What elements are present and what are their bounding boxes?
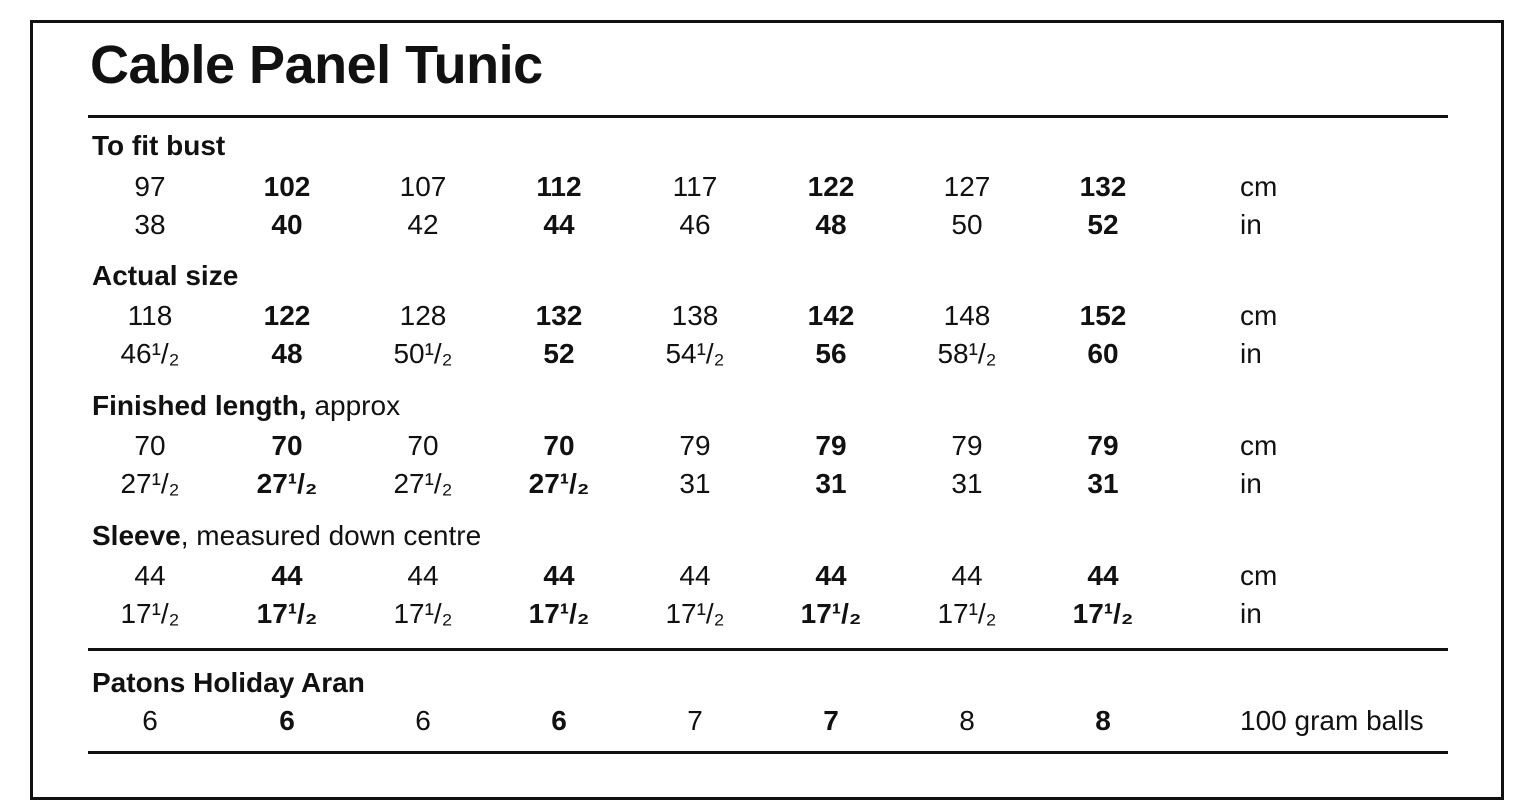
unit-label: in — [1240, 598, 1262, 629]
unit-label: in — [1240, 338, 1262, 369]
yarn-quantity-row — [0, 707, 1514, 741]
unit-label: cm — [1240, 560, 1278, 591]
size-value: 97 — [134, 171, 166, 202]
yarn-value: 6 — [415, 705, 431, 736]
section-heading-rest: , measured down centre — [180, 520, 482, 551]
size-value: 46 — [679, 209, 711, 240]
size-value: 27¹/₂ — [256, 468, 318, 499]
size-value: 17¹/₂ — [528, 598, 590, 629]
size-value: 118 — [127, 300, 173, 331]
size-row-in — [0, 211, 1514, 245]
yarn-value: 7 — [687, 705, 703, 736]
size-value: 27¹/₂ — [528, 468, 590, 499]
page-title: Cable Panel Tunic — [90, 35, 543, 95]
unit-label: cm — [1240, 171, 1278, 202]
size-value: 112 — [536, 171, 582, 202]
size-row-cm — [0, 302, 1514, 336]
section-heading-actual-size — [92, 262, 238, 290]
section-heading-to-fit-bust — [92, 132, 225, 160]
size-value: 79 — [1087, 430, 1119, 461]
yarn-value: 6 — [142, 705, 158, 736]
size-value: 44 — [679, 560, 711, 591]
size-value: 17¹/₂ — [937, 598, 997, 629]
size-value: 50 — [951, 209, 983, 240]
section-heading-rest: approx — [306, 390, 401, 421]
size-value: 17¹/₂ — [800, 598, 862, 629]
size-row-in — [0, 600, 1514, 634]
size-value: 44 — [815, 560, 847, 591]
size-value: 46¹/₂ — [120, 338, 180, 369]
size-value: 122 — [807, 171, 855, 202]
unit-label: 100 gram balls — [1240, 705, 1424, 736]
size-row-cm — [0, 562, 1514, 596]
size-value: 38 — [134, 209, 166, 240]
size-value: 50¹/₂ — [393, 338, 453, 369]
size-row-cm — [0, 173, 1514, 207]
unit-label: in — [1240, 468, 1262, 499]
size-value: 132 — [1079, 171, 1127, 202]
size-value: 48 — [271, 338, 303, 369]
yarn-divider-top — [88, 648, 1448, 651]
size-value: 17¹/₂ — [393, 598, 453, 629]
size-value: 58¹/₂ — [937, 338, 997, 369]
unit-label: cm — [1240, 430, 1278, 461]
size-value: 52 — [543, 338, 575, 369]
size-value: 27¹/₂ — [120, 468, 180, 499]
section-heading-bold: Sleeve — [92, 520, 181, 551]
size-value: 40 — [271, 209, 303, 240]
yarn-value: 6 — [551, 705, 567, 736]
size-value: 48 — [815, 209, 847, 240]
size-row-cm — [0, 432, 1514, 466]
size-value: 31 — [815, 468, 847, 499]
size-value: 27¹/₂ — [393, 468, 453, 499]
size-value: 122 — [263, 300, 311, 331]
size-value: 128 — [399, 300, 447, 331]
size-value: 17¹/₂ — [665, 598, 725, 629]
yarn-value: 8 — [959, 705, 975, 736]
size-value: 102 — [263, 171, 311, 202]
section-heading-bold: Finished length, — [92, 390, 307, 421]
yarn-value: 7 — [823, 705, 839, 736]
size-value: 70 — [407, 430, 439, 461]
size-value: 138 — [671, 300, 719, 331]
section-heading-yarn — [92, 669, 365, 697]
size-row-in — [0, 470, 1514, 504]
size-value: 44 — [543, 209, 575, 240]
size-value: 44 — [271, 560, 303, 591]
size-value: 132 — [535, 300, 583, 331]
section-heading-bold: To fit bust — [92, 130, 226, 161]
size-value: 54¹/₂ — [665, 338, 725, 369]
size-value: 42 — [407, 209, 439, 240]
size-value: 44 — [543, 560, 575, 591]
size-value: 52 — [1087, 209, 1119, 240]
size-value: 148 — [943, 300, 991, 331]
unit-label: cm — [1240, 300, 1278, 331]
size-value: 127 — [943, 171, 991, 202]
size-value: 44 — [407, 560, 439, 591]
size-value: 17¹/₂ — [256, 598, 318, 629]
size-value: 17¹/₂ — [1072, 598, 1134, 629]
size-value: 142 — [807, 300, 855, 331]
yarn-divider-bottom — [88, 751, 1448, 754]
yarn-heading: Patons Holiday Aran — [92, 667, 365, 698]
section-heading-finished-length — [92, 392, 400, 420]
section-heading-bold: Actual size — [92, 260, 239, 291]
size-value: 79 — [951, 430, 983, 461]
size-value: 152 — [1079, 300, 1127, 331]
title-divider — [88, 115, 1448, 118]
size-value: 107 — [399, 171, 447, 202]
size-value: 44 — [1087, 560, 1119, 591]
size-value: 44 — [134, 560, 166, 591]
yarn-value: 8 — [1095, 705, 1111, 736]
size-value: 70 — [543, 430, 575, 461]
size-row-in — [0, 340, 1514, 374]
size-value: 60 — [1087, 338, 1119, 369]
size-value: 70 — [271, 430, 303, 461]
size-value: 44 — [951, 560, 983, 591]
size-value: 79 — [679, 430, 711, 461]
unit-label: in — [1240, 209, 1262, 240]
size-value: 31 — [679, 468, 711, 499]
size-value: 70 — [134, 430, 166, 461]
yarn-value: 6 — [279, 705, 295, 736]
size-value: 31 — [1087, 468, 1119, 499]
section-heading-sleeve — [92, 522, 481, 550]
size-value: 56 — [815, 338, 847, 369]
size-value: 117 — [672, 171, 718, 202]
size-value: 31 — [951, 468, 983, 499]
size-value: 17¹/₂ — [120, 598, 180, 629]
size-value: 79 — [815, 430, 847, 461]
